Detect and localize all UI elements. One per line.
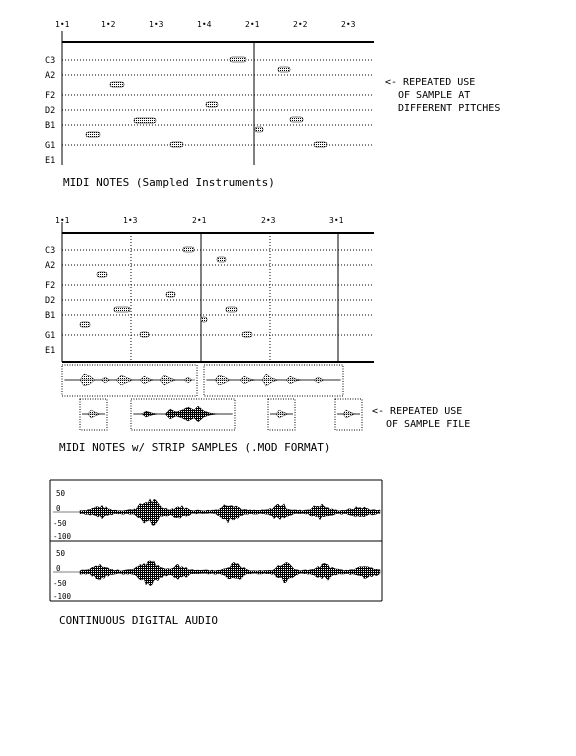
note-event — [134, 118, 156, 123]
note-event — [170, 142, 183, 147]
pitch-label: E1 — [45, 346, 56, 356]
level-label: 0 — [56, 504, 61, 513]
diagram-caption: MIDI NOTES w/ STRIP SAMPLES (.MOD FORMAT) — [59, 441, 331, 454]
pitch-label: G1 — [45, 141, 56, 151]
audio-waveforms — [80, 499, 380, 586]
level-label: 0 — [56, 564, 61, 573]
note-event — [140, 332, 149, 337]
digital-audio-diagram — [50, 480, 382, 627]
ruler-label: 1•3 — [149, 20, 164, 29]
annotation-line: <- REPEATED USE — [372, 406, 463, 417]
ruler-label: 1•1 — [55, 216, 70, 225]
note-event — [86, 132, 100, 137]
pitch-label: C3 — [45, 246, 56, 256]
ruler-label: 1•3 — [123, 216, 138, 225]
note-event — [80, 322, 90, 327]
ruler-label: 1•1 — [55, 20, 70, 29]
diagram-caption: MIDI NOTES (Sampled Instruments) — [63, 176, 275, 189]
level-label: 50 — [56, 489, 66, 498]
waveform-channel — [80, 561, 380, 586]
pitch-label: E1 — [45, 156, 56, 166]
note-event — [114, 307, 130, 312]
annotation-line: <- REPEATED USE — [385, 77, 476, 88]
annotation — [372, 406, 470, 430]
ruler-label: 2•1 — [245, 20, 260, 29]
ruler-label: 1•2 — [101, 20, 116, 29]
pitch-label: D2 — [45, 296, 56, 306]
note-event — [314, 142, 327, 147]
mod-format-diagram — [45, 216, 470, 454]
note-event — [255, 127, 263, 132]
pitch-label: B1 — [45, 121, 56, 131]
level-labels — [53, 489, 72, 601]
pitch-labels — [45, 56, 55, 166]
level-label: -100 — [53, 592, 72, 601]
ruler-label: 2•3 — [261, 216, 276, 225]
sample-file-blocks — [80, 399, 362, 430]
ruler-label: 3•1 — [329, 216, 344, 225]
bar-ruler — [55, 216, 374, 234]
waveform-frame — [50, 480, 382, 601]
annotation-line: OF SAMPLE AT — [398, 90, 471, 101]
level-label: 50 — [56, 549, 66, 558]
pitch-labels — [45, 246, 55, 356]
midi-note-events — [80, 247, 252, 337]
ruler-label: 2•2 — [293, 20, 308, 29]
pitch-label: C3 — [45, 56, 56, 66]
annotation — [385, 77, 500, 114]
note-event — [206, 102, 218, 107]
note-event — [226, 307, 237, 312]
note-event — [290, 117, 303, 122]
ruler-label: 1•4 — [197, 20, 212, 29]
pitch-label: D2 — [45, 106, 56, 116]
note-event — [217, 257, 226, 262]
pitch-label: B1 — [45, 311, 56, 321]
midi-note-events — [86, 57, 327, 147]
pitch-label: G1 — [45, 331, 56, 341]
note-event — [110, 82, 124, 87]
pitch-label: F2 — [45, 91, 56, 101]
note-event — [97, 272, 107, 277]
waveform-channel — [80, 499, 380, 526]
note-event — [166, 292, 175, 297]
note-event — [201, 317, 207, 322]
pitch-label: A2 — [45, 261, 56, 271]
diagram-caption: CONTINUOUS DIGITAL AUDIO — [59, 614, 218, 627]
level-label: -100 — [53, 532, 72, 541]
staff-grid — [62, 233, 374, 362]
strip-sample-track — [62, 365, 343, 396]
note-event — [183, 247, 194, 252]
annotation-line: OF SAMPLE FILE — [386, 419, 471, 430]
pitch-label: A2 — [45, 71, 56, 81]
ruler-label: 2•3 — [341, 20, 356, 29]
annotation-line: DIFFERENT PITCHES — [398, 103, 501, 114]
level-label: -50 — [53, 579, 67, 588]
note-event — [242, 332, 252, 337]
note-event — [230, 57, 246, 62]
note-event — [278, 67, 290, 72]
bar-ruler — [55, 20, 374, 43]
level-label: -50 — [53, 519, 67, 528]
midi-notes-diagram — [45, 20, 500, 189]
ruler-label: 2•1 — [192, 216, 207, 225]
pitch-label: F2 — [45, 281, 56, 291]
